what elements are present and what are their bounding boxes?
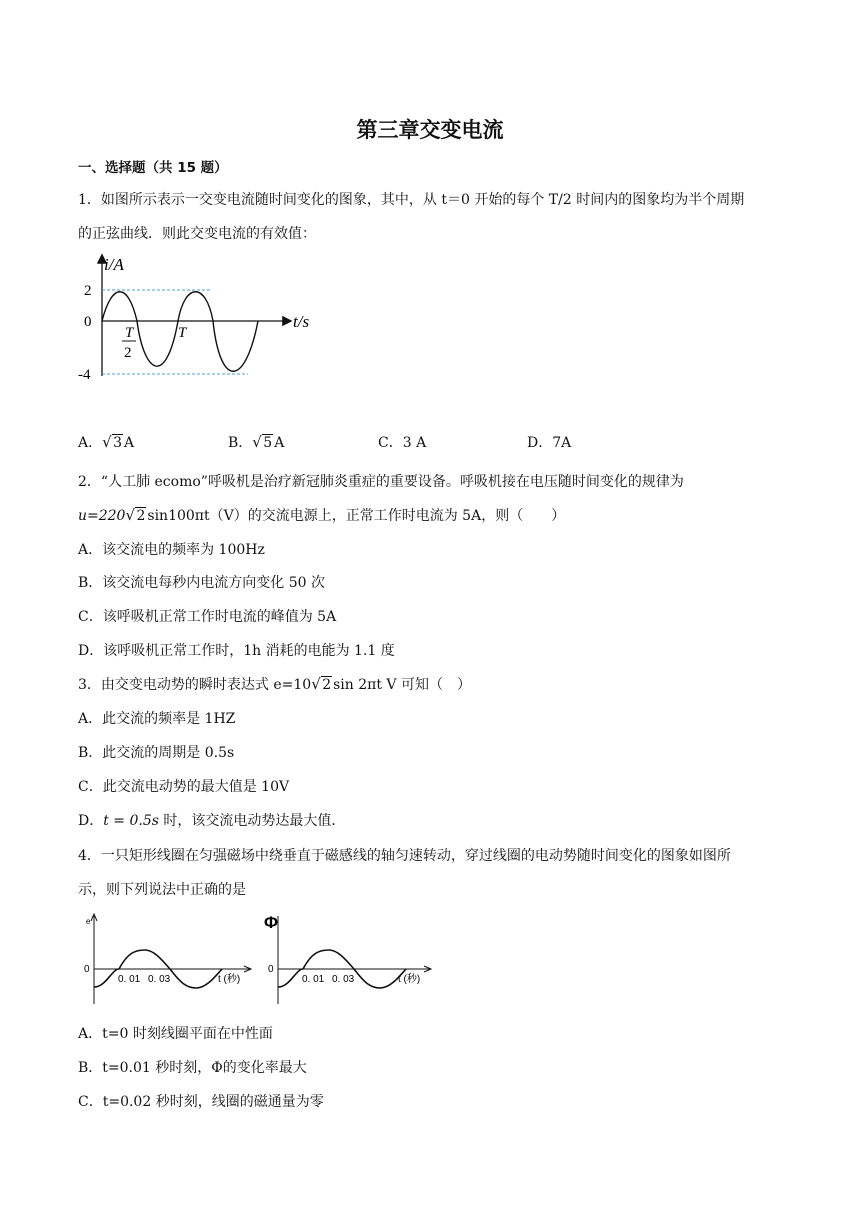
q2-option-c[interactable]: C．该呼吸机正常工作时电流的峰值为 5A bbox=[78, 609, 337, 625]
option-unit: A bbox=[274, 435, 285, 451]
q2-option-a[interactable]: A．该交流电的频率为 100Hz bbox=[78, 542, 265, 558]
q2-stem-line2: u=220√ 2 sin100πt（V）的交流电源上，正常工作时电流为 5A，则（ ） bbox=[78, 506, 565, 526]
q4-emf-graph bbox=[82, 912, 257, 1007]
q3-option-a[interactable]: A．此交流的频率是 1HZ bbox=[78, 711, 236, 727]
option-label: B． bbox=[228, 435, 253, 451]
q1-current-graph bbox=[70, 248, 320, 383]
q4-left-y-label: e bbox=[86, 917, 91, 926]
q1-y-zero-label: 0 bbox=[84, 314, 92, 330]
q1-half-period-num: T bbox=[125, 325, 134, 341]
q4-stem-line1: 4．一只矩形线圈在匀强磁场中绕垂直于磁感线的轴匀速转动，穿过线圈的电动势随时间变化的图象如图所 bbox=[78, 848, 731, 864]
q4-right-y-label: Φ bbox=[264, 913, 278, 932]
option-label: A． bbox=[78, 435, 103, 451]
q4-option-a[interactable]: A．t=0 时刻线圈平面在中性面 bbox=[78, 1026, 273, 1042]
section-heading: 一、选择题（共 15 题） bbox=[78, 160, 228, 176]
q1-half-period-den: 2 bbox=[124, 345, 132, 361]
q4-right-zero: 0 bbox=[268, 964, 274, 975]
option-unit: A bbox=[124, 435, 135, 451]
q4-flux-graph bbox=[262, 910, 437, 1007]
q1-option-a[interactable] bbox=[78, 433, 134, 453]
q3-option-c[interactable]: C．此交流电动势的最大值是 10V bbox=[78, 779, 290, 795]
q1-y-top-label: 2 bbox=[84, 283, 92, 299]
sqrt-symbol: √ 2 bbox=[126, 506, 146, 526]
q2-stem-line1: 2．“人工肺 ecomo”呼吸机是治疗新冠肺炎重症的重要设备。呼吸机接在电压随时间变化的规律为 bbox=[78, 474, 684, 490]
q4-option-c[interactable]: C．t=0.02 秒时刻，线圈的磁通量为零 bbox=[78, 1094, 324, 1110]
q1-option-c[interactable]: C．3 A bbox=[378, 435, 427, 451]
q2-option-b[interactable]: B．该交流电每秒内电流方向变化 50 次 bbox=[78, 575, 326, 591]
q1-y-bottom-label: -4 bbox=[78, 367, 91, 383]
q4-stem-line2: 示，则下列说法中正确的是 bbox=[78, 882, 246, 898]
q1-stem-line2: 的正弦曲线．则此交变电流的有效值： bbox=[78, 226, 316, 242]
q1-stem-line1: 1．如图所示表示一交变电流随时间变化的图象，其中，从 t＝0 开始的每个 T/2 时间内的图象均为半个周期 bbox=[78, 192, 745, 208]
q1-x-label: t/s bbox=[293, 312, 310, 331]
sqrt-symbol: √ 3 bbox=[103, 433, 123, 453]
q1-y-label: i/A bbox=[104, 255, 124, 274]
q1-option-b[interactable] bbox=[228, 433, 284, 453]
q4-right-t2: 0. 03 bbox=[332, 974, 355, 985]
q4-option-b[interactable]: B．t=0.01 秒时刻，Φ的变化率最大 bbox=[78, 1060, 307, 1076]
sqrt-symbol: √ 2 bbox=[312, 675, 332, 695]
q2-option-d[interactable]: D．该呼吸机正常工作时，1h 消耗的电能为 1.1 度 bbox=[78, 643, 395, 659]
page-title: 第三章交变电流 bbox=[356, 118, 504, 142]
q4-right-x-label: t (秒) bbox=[398, 974, 421, 985]
q1-period-label: T bbox=[178, 325, 187, 341]
q4-left-x-label: t (秒) bbox=[218, 974, 241, 985]
q4-left-t1: 0. 01 bbox=[118, 974, 141, 985]
q3-stem: 3．由交变电动势的瞬时表达式 e=10√ 2 sin 2πt V 可知（ ） bbox=[78, 675, 471, 695]
q3-option-b[interactable]: B．此交流的周期是 0.5s bbox=[78, 745, 235, 761]
q4-left-zero: 0 bbox=[84, 964, 90, 975]
sqrt-symbol: √ 5 bbox=[253, 433, 273, 453]
q1-option-d[interactable]: D．7A bbox=[527, 435, 572, 451]
q3-option-d[interactable]: D．t = 0.5s 时，该交流电动势达最大值． bbox=[78, 813, 346, 829]
q4-right-t1: 0. 01 bbox=[302, 974, 325, 985]
q4-left-t2: 0. 03 bbox=[148, 974, 171, 985]
